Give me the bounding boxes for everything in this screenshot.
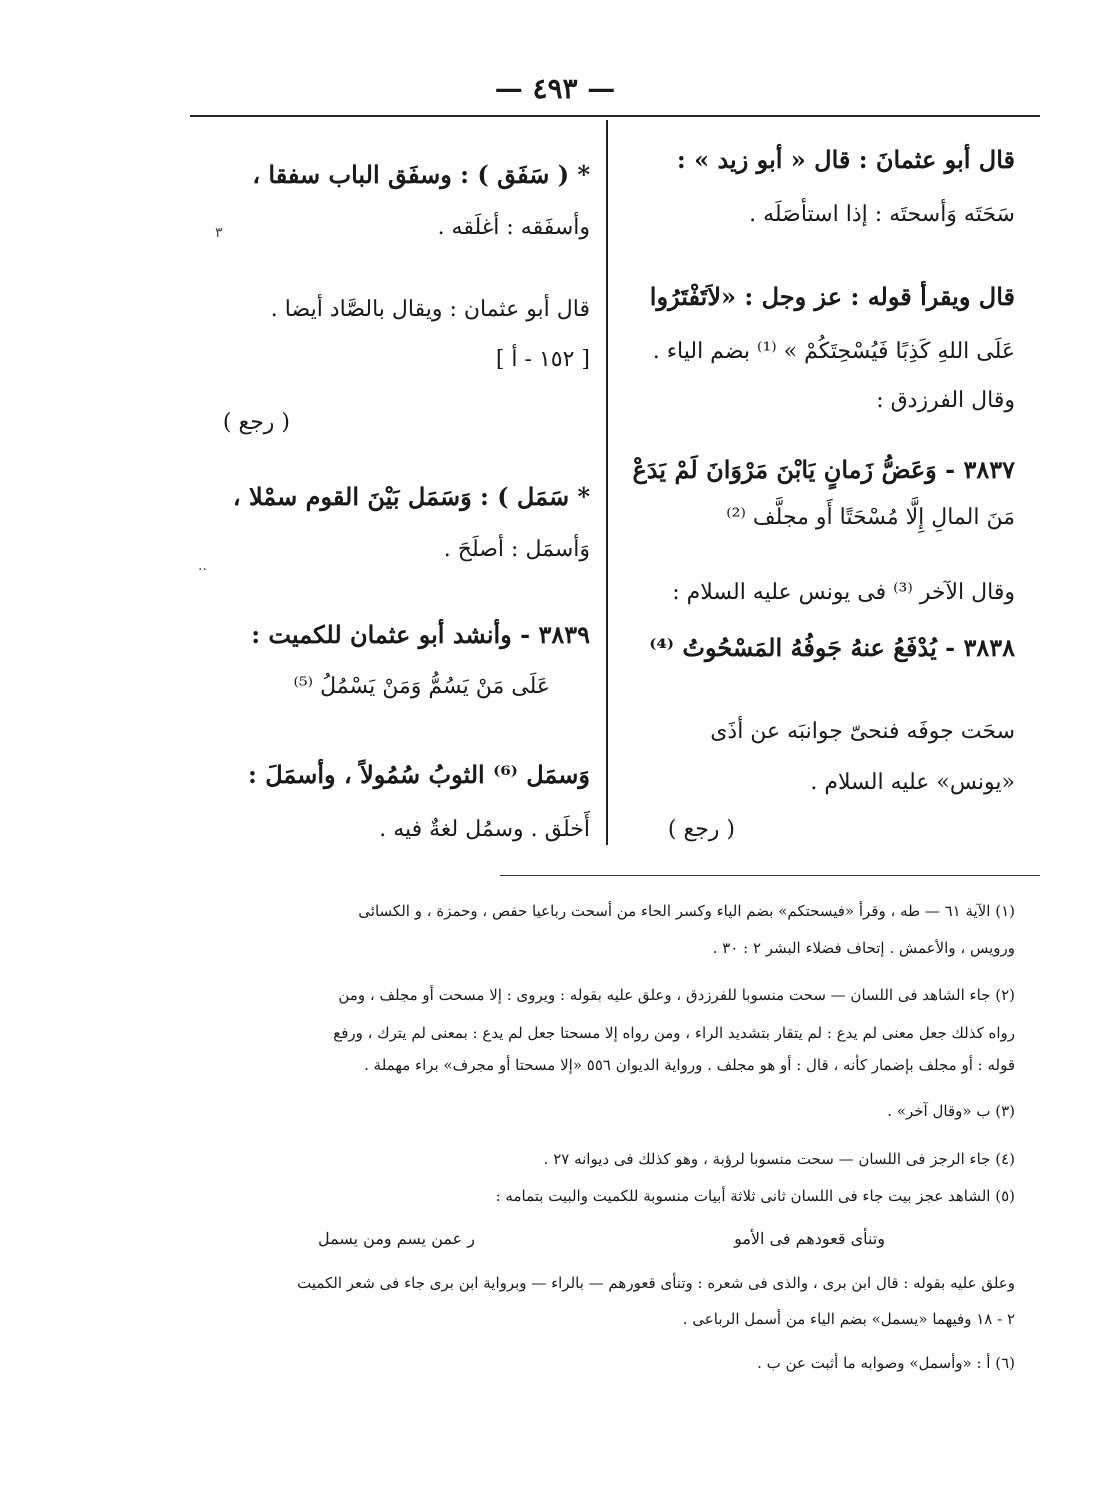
- margin-mark: ٣: [215, 225, 223, 241]
- footnote-line: (٥) الشاهد عجز بيت جاء فى اللسان ثانى ثلاثة أبيات منسوبة للكميت والبيت بتمامه :: [495, 1187, 1015, 1205]
- text-line: * ( سَفَق ) : وسفَق الباب سفقا ،: [252, 160, 590, 189]
- footnote-line: (٣) ب «وقال آخر» .: [887, 1102, 1015, 1120]
- footnote-line: (٤) جاء الرجز فى اللسان — سحت منسوبا لرؤبة ، وهو كذلك فى ديوانه ٢٧ .: [543, 1150, 1015, 1168]
- verse-line: مَنَ المالِ إِلَّا مُسْحَتًا أَو مجلَّف ⁽²⁾: [726, 505, 1015, 530]
- text-line: وَسمَل ⁽⁶⁾ الثوبُ سُمُولاً ، وأسمَلَ :: [247, 760, 590, 789]
- footnote-line: (٢) جاء الشاهد فى اللسان — سحت منسوبا للفرزدق ، وعلق عليه بقوله : ويروى : إلا مسحت أو مجلف ، ومن: [338, 986, 1015, 1004]
- footnote-verse-first-half: وتنأى قعودهم فى الأمو: [734, 1229, 885, 1248]
- text-line: وقال الفرزدق :: [876, 388, 1015, 413]
- text-line: عَلَى اللهِ كَذِبًا فَيُسْحِتَكُمْ » ⁽¹⁾ بضم الياء .: [652, 339, 1015, 364]
- text-line: وقال الآخر ⁽³⁾ فى يونس عليه السلام :: [672, 580, 1015, 605]
- footnote-line: وعلق عليه بقوله : قال ابن برى ، والذى فى شعره : وتنأى قعورهم — بالراء — وبرواية ابن برى جاء فى شعر الكميت: [297, 1274, 1015, 1292]
- verse-line: ٣٨٣٧ - وَعَضُّ زَمانٍ يَابْنَ مَرْوَانَ لَمْ يَدَعْ: [632, 455, 1015, 484]
- page-number: — ٤٩٣ —: [494, 72, 616, 105]
- return-marker: ( رجع ): [222, 410, 290, 435]
- footnote-line: ورويس ، والأعمش . إتحاف فضلاء البشر ٢ : ٣٠ .: [712, 939, 1015, 957]
- footnote-line: (١) الآية ٦١ — طه ، وقرأ «فيسحتكم» بضم الياء وكسر الحاء من أسحت رباعيا حفص ، وحمزة ، و الكسائى: [358, 902, 1015, 920]
- footnote-line: (٦) أ : «وأسمل» وصوابه ما أثبت عن ب .: [757, 1354, 1015, 1372]
- text-line: وأسفَقه : أغلَقه .: [437, 215, 590, 240]
- text-line: سَحَتَه وَأسحتَه : إذا استأصَلَه .: [749, 202, 1015, 227]
- text-line: * سَمَل ) : وَسَمَل بَيْنَ القوم سمْلا ،: [232, 482, 590, 511]
- footnote-verse-second-half: ر عمن يسم ومن يسمل: [318, 1229, 475, 1248]
- footnote-line: ٢ - ١٨ وفيهما «يسمل» بضم الياء من أسمل الرباعى .: [682, 1310, 1015, 1328]
- folio-marker: [ ١٥٢ - أ ]: [495, 347, 590, 372]
- text-line: سحَت جوفَه فنحىّ جوانبَه عن أذَى: [710, 719, 1015, 744]
- margin-mark: ..: [198, 558, 207, 574]
- right-column: [625, 0, 1015, 860]
- footnote-line: رواه كذلك جعل معنى لم يدع : لم يتقار بتشديد الراء ، ومن رواه إلا مسحتا جعل لم يدع : بمعنى لم يترك ، ورفع: [333, 1024, 1015, 1042]
- text-line: قال أبو عثمانَ : قال « أبو زيد » :: [676, 145, 1015, 174]
- text-line: أَخلَق . وسمُل لغةٌ فيه .: [379, 817, 590, 842]
- column-divider: [606, 120, 608, 845]
- text-line: قال أبو عثمان : ويقال بالصَّاد أيضا .: [270, 297, 590, 322]
- footnote-line: قوله : أو مجلف بإضمار كأنه ، قال : أو هو مجلف . ورواية الديوان ٥٥٦ «إلا مسحتا أو مجرف» براء مهملة .: [364, 1056, 1015, 1074]
- text-line: ٣٨٣٩ - وأنشد أبو عثمان للكميت :: [251, 620, 590, 649]
- text-line: «يونس» عليه السلام .: [810, 770, 1015, 795]
- footnote-rule: [500, 875, 1040, 876]
- text-line: وَأسمَل : أصلَحَ .: [443, 537, 590, 562]
- verse-line: عَلَى مَنْ يَسُمُّ وَمَنْ يَسْمُلُ ⁽⁵⁾: [293, 674, 550, 699]
- text-line: قال ويقرأ قوله : عز وجل : «لاَتَفْتَرُوا: [649, 282, 1015, 311]
- return-marker: ( رجع ): [667, 817, 735, 842]
- verse-line: ٣٨٣٨ - يُدْفَعُ عنهُ جَوفُهُ المَسْحُوتُ ⁽⁴⁾: [649, 633, 1015, 662]
- left-column: [195, 0, 590, 860]
